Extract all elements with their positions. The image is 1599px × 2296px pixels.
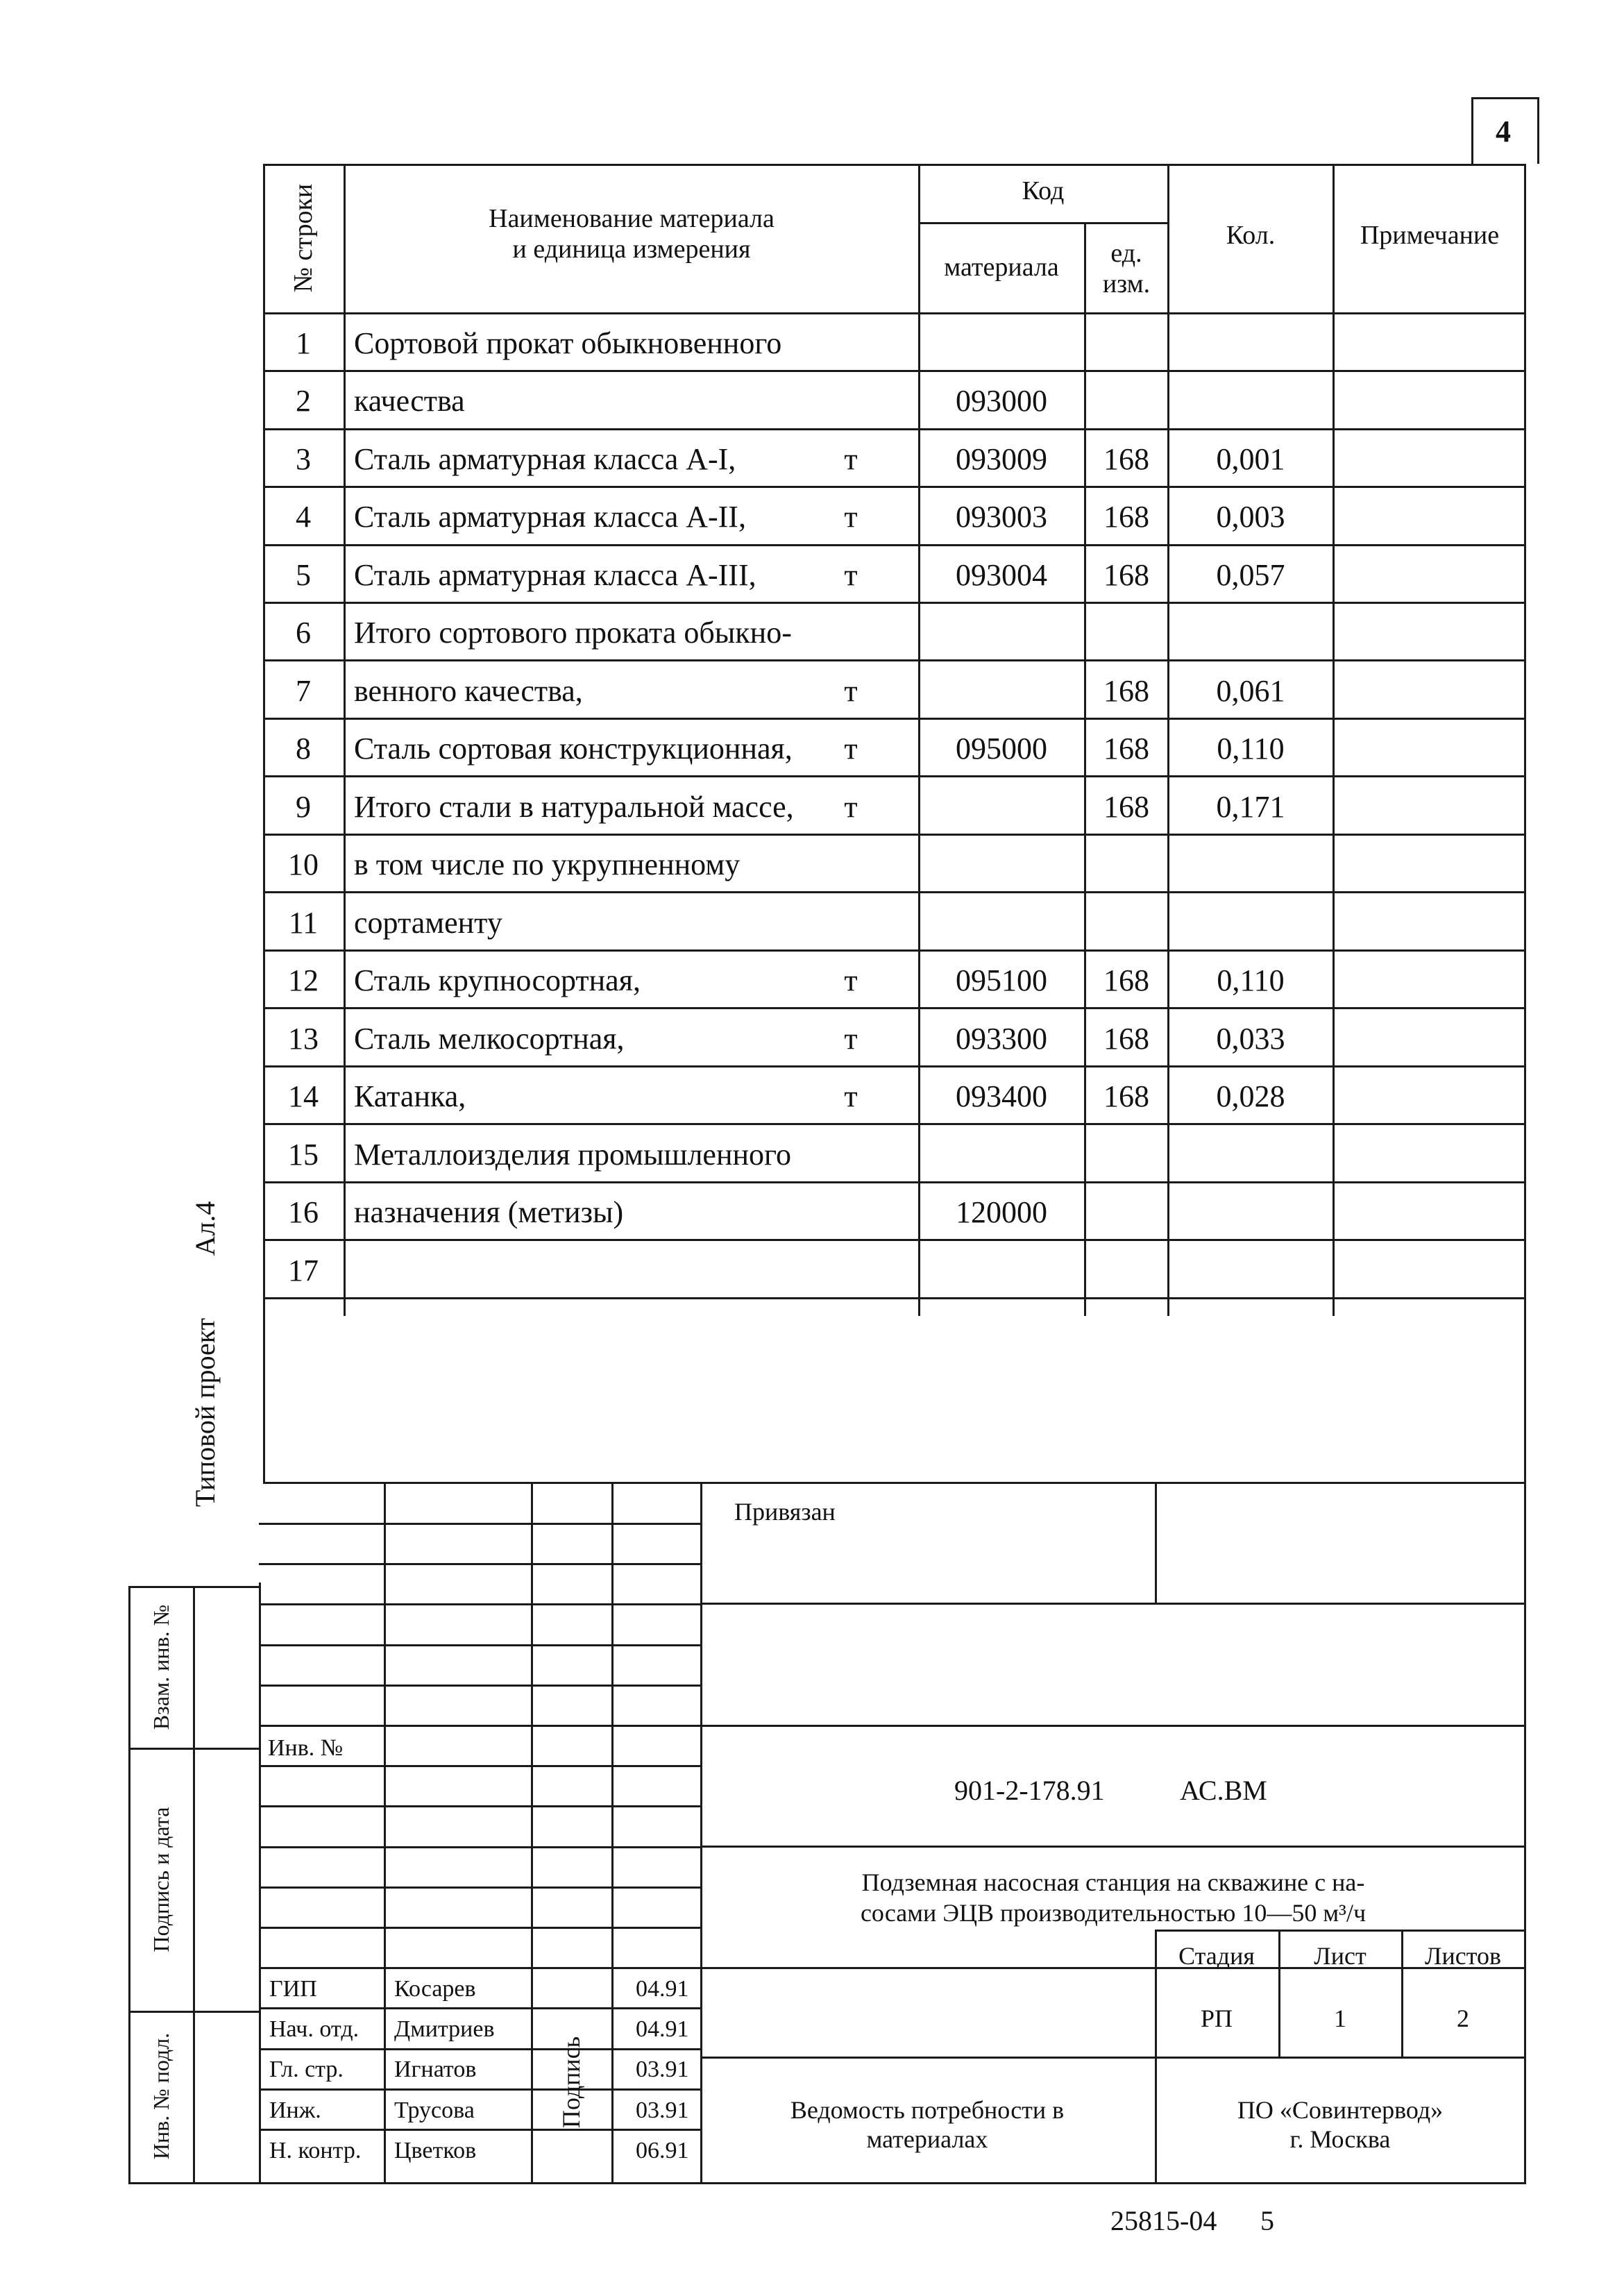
footer-code: 25815-04 xyxy=(1110,2205,1217,2236)
material-code: 093003 xyxy=(956,500,1047,534)
material-name: Сталь арматурная класса А-I, xyxy=(354,442,736,476)
material-name: Сталь сортовая конструкционная, xyxy=(354,732,793,766)
stage-value: РП xyxy=(1200,2004,1233,2032)
signatory-role: Нач. отд. xyxy=(269,2016,359,2042)
signatory-date: 03.91 xyxy=(636,2097,689,2123)
quantity: 0,028 xyxy=(1216,1079,1285,1113)
unit: т xyxy=(844,674,858,708)
sheet-number: 4 xyxy=(1496,115,1511,149)
stage-label: Стадия xyxy=(1178,1942,1255,1970)
material-code: 093400 xyxy=(956,1079,1047,1113)
privyazan-label: Привязан xyxy=(734,1498,836,1526)
unit-code: 168 xyxy=(1103,963,1149,997)
project-label: Типовой проект xyxy=(189,1317,221,1508)
material-name: качества xyxy=(354,384,465,418)
doc-name-2: материалах xyxy=(866,2125,988,2153)
header-code: Код xyxy=(1022,176,1065,205)
material-code: 120000 xyxy=(956,1195,1047,1229)
header-row-no: № строки xyxy=(289,183,318,293)
material-name: назначения (метизы) xyxy=(354,1195,624,1229)
unit: т xyxy=(844,790,858,824)
header-code-unit-2: изм. xyxy=(1102,269,1151,298)
project-title-2: сосами ЭЦВ производительностью 10—50 м³/ч xyxy=(860,1899,1367,1927)
project-title-1: Подземная насосная станция на скважине с на- xyxy=(861,1868,1365,1896)
doc-mark: АС.ВМ xyxy=(1180,1775,1267,1806)
header-qty: Кол. xyxy=(1226,221,1276,250)
unit-code: 168 xyxy=(1103,558,1149,592)
material-name: сортаменту xyxy=(354,906,502,940)
quantity: 0,033 xyxy=(1216,1022,1285,1056)
material-code: 093004 xyxy=(956,558,1047,592)
material-name: Сталь арматурная класса А-II, xyxy=(354,500,746,534)
unit: т xyxy=(844,963,858,997)
unit-code: 168 xyxy=(1103,500,1149,534)
material-name: Катанка, xyxy=(354,1079,466,1113)
album-label: Ал.4 xyxy=(189,1201,221,1256)
row-number: 5 xyxy=(296,558,311,592)
signatory-date: 03.91 xyxy=(636,2057,689,2082)
signatory-role: Инж. xyxy=(269,2097,321,2123)
unit-code: 168 xyxy=(1103,732,1149,766)
quantity: 0,001 xyxy=(1216,442,1285,476)
signatory-name: Косарев xyxy=(394,1976,476,2002)
sign-date-label: Подпись и дата xyxy=(149,1807,174,1952)
material-code: 095100 xyxy=(956,963,1047,997)
unit-code: 168 xyxy=(1103,1022,1149,1056)
unit-code: 168 xyxy=(1103,790,1149,824)
unit: т xyxy=(844,558,858,592)
signatory-name: Дмитриев xyxy=(394,2016,495,2042)
doc-name-1: Ведомость потребности в xyxy=(790,2096,1065,2124)
quantity: 0,061 xyxy=(1216,674,1285,708)
signatory-date: 04.91 xyxy=(636,2016,689,2042)
row-number: 6 xyxy=(296,616,311,650)
signatory-role: Н. контр. xyxy=(269,2138,362,2163)
signatory-date: 06.91 xyxy=(636,2138,689,2163)
row-number: 2 xyxy=(296,384,311,418)
quantity: 0,171 xyxy=(1216,790,1285,824)
unit: т xyxy=(844,1079,858,1113)
row-number: 3 xyxy=(296,442,311,476)
unit-code: 168 xyxy=(1103,1079,1149,1113)
signatory-role: ГИП xyxy=(269,1976,317,2002)
material-name: Металлоизделия промышленного xyxy=(354,1138,791,1172)
sheets-value: 2 xyxy=(1457,2004,1469,2032)
material-code: 093300 xyxy=(956,1022,1047,1056)
org-city: г. Москва xyxy=(1289,2125,1391,2153)
material-name: Итого сортового проката обыкно- xyxy=(354,616,792,650)
row-number: 9 xyxy=(296,790,311,824)
row-number: 15 xyxy=(288,1138,319,1172)
signatory-name: Игнатов xyxy=(394,2057,477,2082)
signature-label: Подпись xyxy=(557,2036,585,2129)
row-number: 7 xyxy=(296,674,311,708)
inv-orig-label: Инв. № подл. xyxy=(149,2032,174,2160)
material-code: 093009 xyxy=(956,442,1047,476)
row-number: 13 xyxy=(288,1022,319,1056)
signatory-date: 04.91 xyxy=(636,1976,689,2002)
row-number: 12 xyxy=(288,963,319,997)
sheet-label: Лист xyxy=(1314,1942,1367,1970)
header-note: Примечание xyxy=(1360,221,1500,250)
row-number: 14 xyxy=(288,1079,319,1113)
unit: т xyxy=(844,442,858,476)
material-name: венного качества, xyxy=(354,674,583,708)
quantity: 0,003 xyxy=(1216,500,1285,534)
header-code-material: материала xyxy=(944,253,1059,282)
header-name-1: Наименование материала xyxy=(489,204,775,233)
unit: т xyxy=(844,500,858,534)
sheets-label: Листов xyxy=(1425,1942,1501,1970)
inv-no-label: Инв. № xyxy=(268,1735,344,1761)
material-name: Сталь крупносортная, xyxy=(354,963,641,997)
unit: т xyxy=(844,732,858,766)
material-code: 095000 xyxy=(956,732,1047,766)
material-name: в том числе по укрупненному xyxy=(354,847,741,881)
row-number: 10 xyxy=(288,847,319,881)
quantity: 0,110 xyxy=(1217,963,1285,997)
quantity: 0,057 xyxy=(1216,558,1285,592)
row-number: 8 xyxy=(296,732,311,766)
row-number: 11 xyxy=(288,906,319,940)
material-name: Итого стали в натуральной массе, xyxy=(354,790,794,824)
signatory-name: Цветков xyxy=(394,2138,477,2163)
replace-inv-label: Взам. инв. № xyxy=(149,1604,174,1730)
unit-code: 168 xyxy=(1103,674,1149,708)
unit-code: 168 xyxy=(1103,442,1149,476)
signatory-role: Гл. стр. xyxy=(269,2057,344,2082)
unit: т xyxy=(844,1022,858,1056)
header-name-2: и единица измерения xyxy=(512,235,751,264)
material-code: 093000 xyxy=(956,384,1047,418)
material-name: Сталь мелкосортная, xyxy=(354,1022,625,1056)
material-name: Сталь арматурная класса А-III, xyxy=(354,558,756,592)
row-number: 4 xyxy=(296,500,311,534)
signatory-name: Трусова xyxy=(394,2097,475,2123)
page-number: 5 xyxy=(1260,2205,1274,2236)
material-name: Сортовой прокат обыкновенного xyxy=(354,326,782,360)
row-number: 16 xyxy=(288,1195,319,1229)
quantity: 0,110 xyxy=(1217,732,1285,766)
header-code-unit-1: ед. xyxy=(1110,239,1142,268)
sheet-value: 1 xyxy=(1334,2004,1346,2032)
row-number: 17 xyxy=(288,1253,319,1288)
doc-code: 901-2-178.91 xyxy=(954,1775,1105,1806)
org-name: ПО «Совинтервод» xyxy=(1237,2096,1444,2124)
row-number: 1 xyxy=(296,326,311,360)
